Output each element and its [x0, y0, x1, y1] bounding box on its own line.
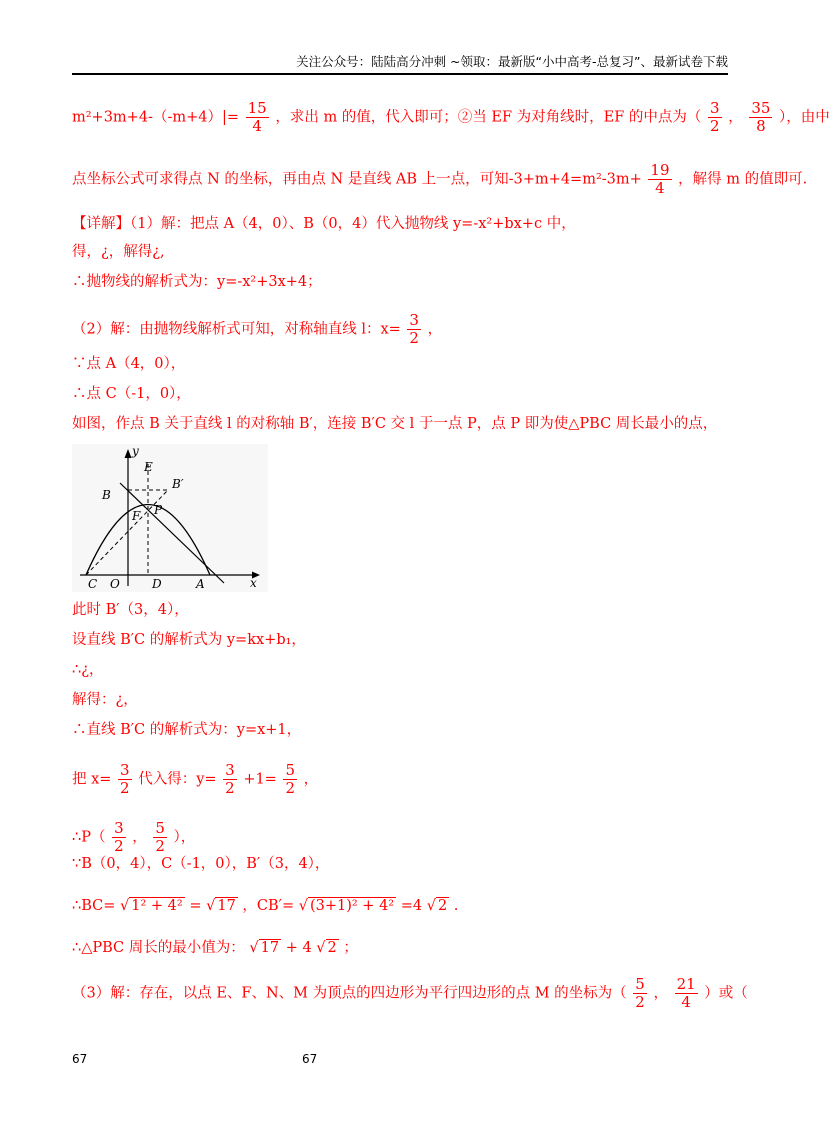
page-number-left: 67 — [72, 1052, 88, 1066]
parabola-figure — [72, 444, 268, 592]
text-line: 如图，作点 B 关于直线 l 的对称轴 B′，连接 B′C 交 l 于一点 P，点 P 即为使△PBC 周长最小的点， — [72, 416, 718, 432]
label-p: P — [154, 503, 163, 517]
sqrt-expression: √ 2 — [426, 898, 448, 914]
fraction: $\frac{19}{4}$ — [650, 161, 670, 197]
fraction: $\frac{35}{8}$ — [751, 99, 771, 135]
text-segment: + 4 — [285, 940, 312, 956]
text-segment: +1= — [243, 771, 277, 788]
text-segment: ， — [303, 771, 319, 788]
text-line — [72, 976, 748, 1011]
text-line: 设直线 B′C 的解析式为 y=kx+b₁， — [72, 632, 306, 648]
text-segment: ，求出 m 的值，代入即可；②当 EF 为对角线时，EF 的中点为（ — [275, 109, 702, 126]
fraction: $\frac{3}{2}$ — [710, 99, 720, 135]
label-x: x — [250, 576, 257, 590]
page-header — [72, 52, 728, 75]
text-segment: ）或（ — [704, 985, 748, 1002]
text-segment: ）， — [173, 829, 196, 846]
text-line: 此时 B′（3，4）， — [72, 602, 189, 618]
text-segment: 把 x= — [72, 771, 112, 788]
text-segment: （2）解：由抛物线解析式可知，对称轴直线 l：x= — [72, 321, 401, 338]
text-segment: . — [453, 898, 459, 914]
text-line: 解得：¿， — [72, 692, 138, 708]
text-line — [72, 162, 807, 197]
label-d: D — [152, 577, 162, 591]
text-segment: ∴BC= — [72, 898, 116, 914]
fraction: $\frac{3}{2}$ — [409, 311, 419, 347]
text-line: ∴点 C（-1，0）， — [72, 386, 191, 402]
text-line: ∵点 A（4，0）， — [72, 356, 186, 372]
label-bprime: B′ — [172, 477, 184, 491]
text-segment: ），由中 — [779, 109, 830, 126]
text-line — [72, 820, 195, 855]
text-line: 得，¿，解得¿, — [72, 244, 165, 260]
sqrt-expression: √ (3+1)² + 4² — [298, 898, 395, 914]
label-c: C — [88, 577, 98, 591]
label-o: O — [110, 577, 120, 591]
text-line: ∵B（0，4），C（-1，0），B′（3，4）， — [72, 856, 330, 872]
text-segment: ，CB′= — [242, 898, 295, 914]
label-b: B — [102, 488, 111, 502]
fraction: $\frac{21}{4}$ — [676, 975, 696, 1011]
text-segment: ， — [653, 985, 668, 1002]
text-line — [72, 100, 830, 135]
sqrt-expression: √ 1² + 4² — [120, 898, 183, 914]
text-segment: ∴P（ — [72, 829, 106, 846]
text-segment: （3）解：存在，以点 E、F、N、M 为顶点的四边形为平行四边形的点 M 的坐标为（ — [72, 985, 627, 1002]
text-line — [72, 938, 358, 958]
fraction: $\frac{15}{4}$ — [247, 99, 267, 135]
fraction: $\frac{5}{2}$ — [635, 975, 645, 1011]
text-line: ∴¿， — [72, 662, 104, 678]
label-a: A — [196, 577, 205, 591]
text-line — [72, 762, 318, 797]
fraction: $\frac{5}{2}$ — [285, 761, 295, 797]
header-text: 关注公众号：陆陆高分冲刺 ~领取：最新版“小中高考-总复习”、最新试卷下载 — [296, 54, 728, 69]
figure-background — [72, 444, 268, 592]
text-segment: = — [189, 898, 202, 914]
fraction: $\frac{3}{2}$ — [120, 761, 130, 797]
text-segment: 代入得：y= — [138, 771, 217, 788]
text-segment: ； — [343, 940, 358, 956]
label-y: y — [132, 444, 139, 458]
label-f: F — [132, 509, 141, 523]
text-line — [72, 896, 458, 916]
text-line — [72, 312, 442, 347]
page-number-center: 67 — [302, 1052, 318, 1066]
text-segment: ， — [427, 321, 443, 338]
fraction: $\frac{5}{2}$ — [155, 819, 165, 855]
fraction: $\frac{3}{2}$ — [225, 761, 235, 797]
text-segment: m²+3m+4-（-m+4）|= — [72, 109, 240, 126]
sqrt-expression: √ 2 — [316, 940, 337, 956]
text-segment: ∴△PBC 周长的最小值为： — [72, 940, 245, 956]
text-line: ∴抛物线的解析式为：y=-x²+3x+4； — [72, 274, 322, 290]
fraction: $\frac{3}{2}$ — [114, 819, 124, 855]
sqrt-expression: √ 17 — [249, 940, 280, 956]
sqrt-expression: √ 17 — [206, 898, 236, 914]
text-segment: =4 — [400, 898, 423, 914]
text-segment: ， — [132, 829, 147, 846]
text-segment: 点坐标公式可求得点 N 的坐标，再由点 N 是直线 AB 上一点，可知-3+m+4=m²-3m+ — [72, 171, 642, 188]
text-line: 【详解】（1）解：把点 A（4，0）、B（0，4）代入抛物线 y=-x²+bx+c 中， — [72, 216, 576, 232]
text-segment: ，解得 m 的值即可. — [678, 171, 808, 188]
text-segment: ， — [728, 109, 743, 126]
text-line: ∴直线 B′C 的解析式为：y=x+1， — [72, 722, 302, 738]
label-e: E — [144, 460, 153, 474]
